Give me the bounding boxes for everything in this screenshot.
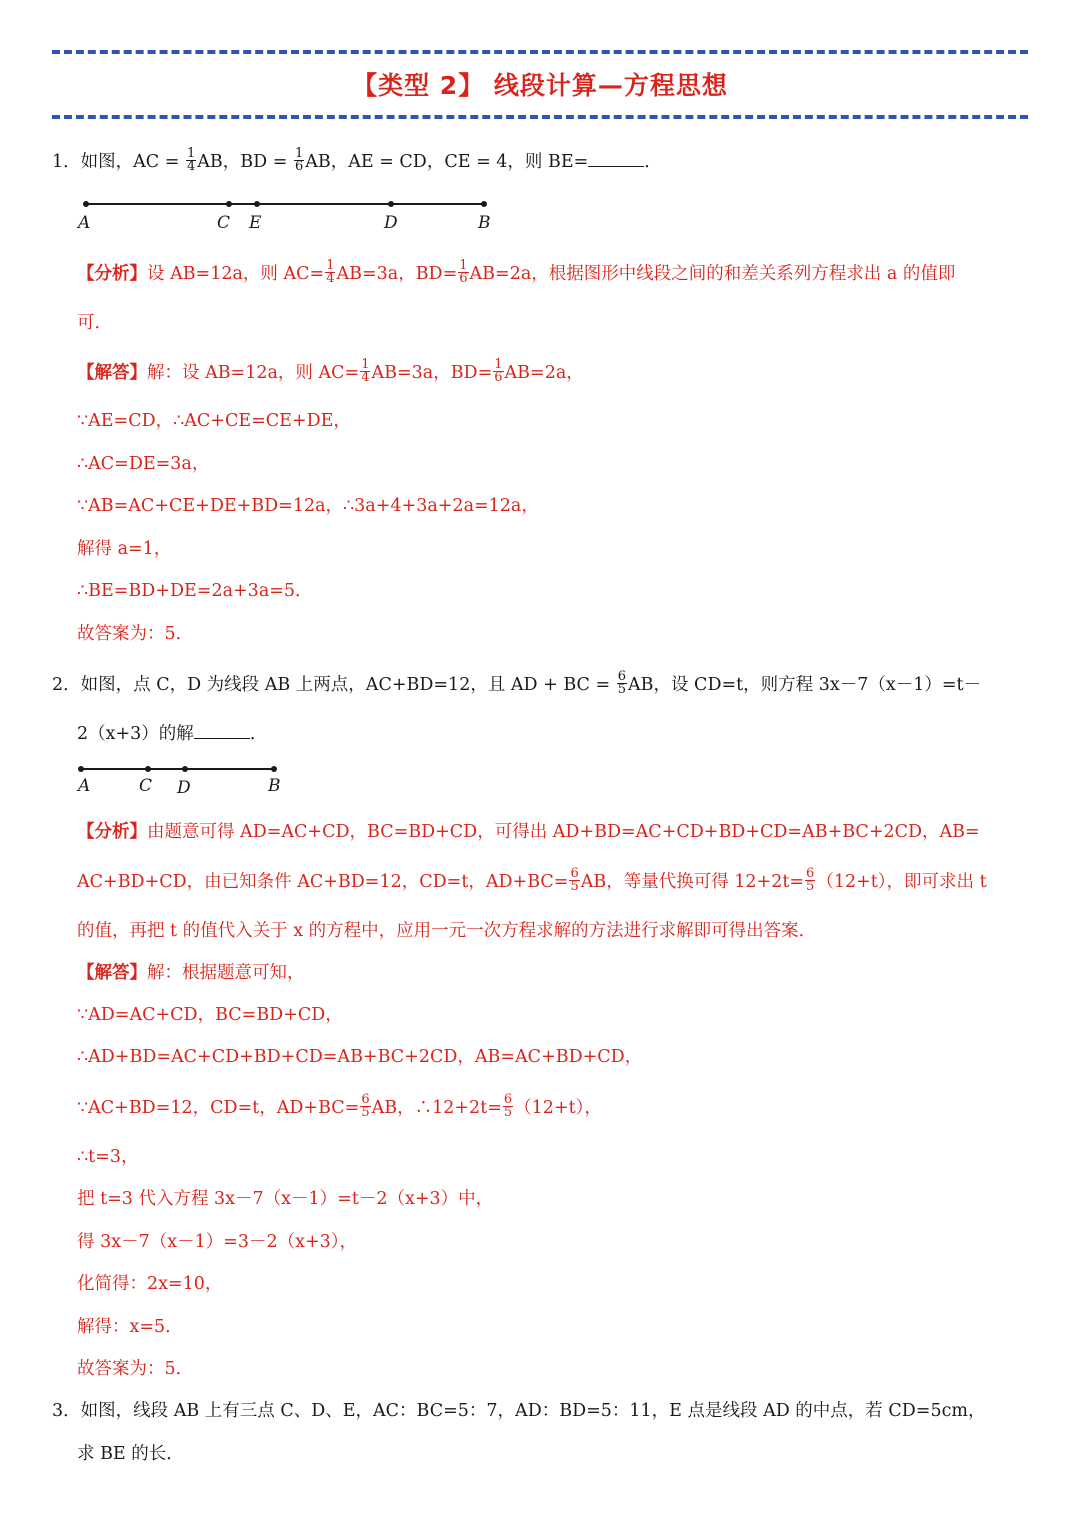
point-b <box>481 201 487 207</box>
label-a: A <box>78 213 91 233</box>
question-text: AB，AE = CD，CE = 4，则 BE= <box>305 152 589 172</box>
question-text: ． <box>644 152 662 172</box>
q2-answer: 故答案为：5． <box>77 1359 194 1379</box>
analysis-tag: 【分析】 <box>77 264 147 284</box>
point-a <box>83 201 89 207</box>
label-c: C <box>139 776 153 796</box>
q2-step: 化简得：2x=10， <box>77 1274 223 1294</box>
q2-step: 把 t=3 代入方程 3x－7（x－1）=t－2（x+3）中， <box>77 1189 494 1209</box>
q1-answer: 故答案为：5． <box>77 624 194 644</box>
analysis-text: AB=2a，根据图形中线段之间的和差关系列方程求出 a 的值即 <box>469 264 956 284</box>
section-title: 【类型 2】 线段计算—方程思想 <box>352 71 728 100</box>
q2-step: 解得：x=5． <box>77 1317 183 1337</box>
segment-line <box>80 768 276 770</box>
question-text: AB，BD = <box>197 152 293 172</box>
solution-text: ∵AC+BD=12，CD=t，AD+BC= <box>77 1098 360 1118</box>
point-b <box>271 766 277 772</box>
solution-text: 解：根据题意可知， <box>147 963 305 983</box>
answer-blank <box>588 148 644 167</box>
label-d: D <box>384 213 398 233</box>
segment-line <box>86 203 486 205</box>
question-3 <box>52 1398 986 1424</box>
question-number: 3． <box>52 1401 81 1421</box>
question-2 <box>52 669 982 698</box>
fraction: $\frac{1}{6}$ <box>494 357 503 385</box>
solution-text: （12+t）， <box>514 1098 602 1118</box>
question-text: 如图，AC = <box>80 152 185 172</box>
analysis-tag: 【分析】 <box>77 822 147 842</box>
fraction: $\frac{6}{5}$ <box>503 1092 513 1120</box>
point-e <box>254 201 260 207</box>
analysis-text: 设 AB=12a，则 AC= <box>147 264 325 284</box>
label-a: A <box>78 776 91 796</box>
point-d <box>182 766 188 772</box>
q1-analysis-cont: 可． <box>77 313 112 333</box>
q2-analysis <box>77 819 980 845</box>
analysis-text: AB，等量代换可得 12+2t= <box>580 872 805 892</box>
point-a <box>78 766 84 772</box>
question-text: 如图，线段 AB 上有三点 C、D、E，AC：BC=5：7，AD：BD=5：11，E 点是线段 AD 的中点，若 CD=5cm， <box>80 1401 986 1421</box>
fraction: $\frac{6}{5}$ <box>806 866 815 894</box>
q1-analysis <box>77 258 956 287</box>
solution-text: AB，∴12+2t= <box>371 1098 502 1118</box>
question-2-cont <box>77 720 267 747</box>
question-text: 2（x+3）的解 <box>77 724 194 744</box>
q2-analysis-3: 的值，再把 t 的值代入关于 x 的方程中，应用一元一次方程求解的方法进行求解即可得出答案． <box>77 921 817 941</box>
point-c <box>145 766 151 772</box>
question-number: 1． <box>52 152 81 172</box>
fraction: $\frac{1}{6}$ <box>459 258 468 286</box>
fraction: $\frac{1}{6}$ <box>294 146 304 174</box>
q1-step: 解得 a=1， <box>77 539 172 559</box>
q1-solution <box>77 357 584 386</box>
question-text: AB，设 CD=t，则方程 3x－7（x－1）=t－ <box>628 675 982 695</box>
answer-blank <box>194 720 250 739</box>
solution-text: AB=3a，BD= <box>371 363 493 383</box>
solution-tag: 【解答】 <box>77 363 147 383</box>
question-1 <box>52 148 662 175</box>
label-b: B <box>478 213 491 233</box>
q1-step: ∵AB=AC+CE+DE+BD=12a，∴3a+4+3a+2a=12a， <box>77 496 539 516</box>
point-c <box>226 201 232 207</box>
fraction: $\frac{1}{4}$ <box>361 357 370 385</box>
q2-step: ∴t=3， <box>77 1147 139 1167</box>
point-d <box>388 201 394 207</box>
q1-step: ∵AE=CD，∴AC+CE=CE+DE， <box>77 411 351 431</box>
q2-solution <box>77 960 305 986</box>
q2-step: ∴AD+BD=AC+CD+BD+CD=AB+BC+2CD，AB=AC+BD+CD， <box>77 1047 643 1067</box>
label-d: D <box>177 778 191 798</box>
question-3-cont: 求 BE 的长． <box>77 1444 184 1464</box>
fraction: $\frac{1}{4}$ <box>186 146 196 174</box>
fraction: $\frac{6}{5}$ <box>361 1092 370 1120</box>
q2-step: ∵AD=AC+CD，BC=BD+CD， <box>77 1005 343 1025</box>
label-c: C <box>217 213 231 233</box>
analysis-text: （12+t），即可求出 t <box>816 872 987 892</box>
fraction: $\frac{1}{4}$ <box>326 258 335 286</box>
fraction: $\frac{6}{5}$ <box>570 866 579 894</box>
question-text: ． <box>249 724 268 744</box>
label-e: E <box>249 213 262 233</box>
top-dashed-rule <box>52 50 1028 54</box>
fraction: $\frac{6}{5}$ <box>617 669 626 697</box>
bottom-dashed-rule <box>52 115 1028 119</box>
label-b: B <box>268 776 281 796</box>
analysis-text: AB=3a，BD= <box>336 264 458 284</box>
q2-analysis-2 <box>77 866 987 895</box>
solution-text: AB=2a， <box>504 363 584 383</box>
q2-step <box>77 1092 602 1121</box>
analysis-text: AC+BD+CD，由已知条件 AC+BD=12，CD=t，AD+BC= <box>77 872 569 892</box>
question-text: 如图，点 C，D 为线段 AB 上两点，AC+BD=12，且 AD + BC = <box>80 675 616 695</box>
question-number: 2． <box>52 675 81 695</box>
solution-text: 解：设 AB=12a，则 AC= <box>147 363 360 383</box>
q1-step: ∴BE=BD+DE=2a+3a=5． <box>77 581 313 601</box>
solution-tag: 【解答】 <box>77 963 147 983</box>
analysis-text: 由题意可得 AD=AC+CD，BC=BD+CD，可得出 AD+BD=AC+CD+BD+CD=AB+BC+2CD，AB= <box>147 822 980 842</box>
q2-step: 得 3x－7（x－1）=3－2（x+3）， <box>77 1232 358 1252</box>
q1-step: ∴AC=DE=3a， <box>77 454 210 474</box>
